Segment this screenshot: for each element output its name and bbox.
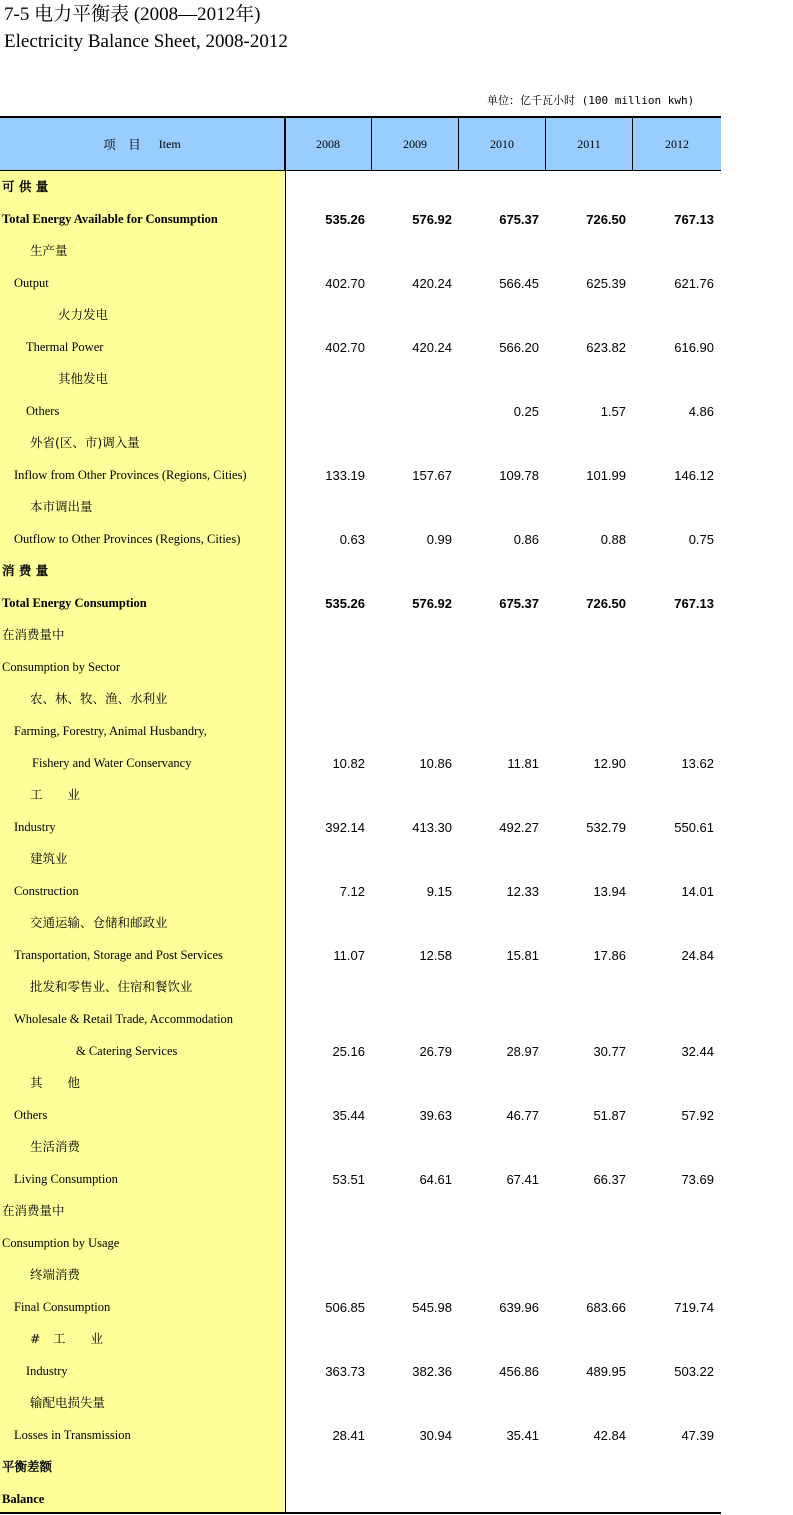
table-row [0,395,721,427]
row-label: 工 业 [30,787,81,802]
row-label: Living Consumption [14,1172,118,1186]
value-cell-2009: 420.24 [412,275,452,291]
table-row [0,1163,721,1195]
value-cell-2012: 719.74 [674,1299,714,1315]
row-label: Farming, Forestry, Animal Husbandry, [14,724,207,738]
header-year-2012: 2012 [665,136,689,151]
value-cell-2011: 0.88 [600,531,626,547]
table-row [0,1099,721,1131]
table-row [0,907,721,939]
table-row [0,1483,721,1515]
value-cell-2012: 146.12 [674,467,714,483]
value-cell-2011: 532.79 [586,819,626,835]
table-row [0,1387,721,1419]
value-cell-2012: 4.86 [688,403,714,419]
row-label: 外省(区、市)调入量 [30,435,140,450]
value-cell-2010: 566.20 [499,339,539,355]
header-year-2011: 2011 [546,118,633,170]
table-row [0,1451,721,1483]
value-cell-2011: 623.82 [586,339,626,355]
table-row [0,491,721,523]
value-cell-2011: 17.86 [593,947,626,963]
table-row [0,779,721,811]
row-label: Others [14,1108,48,1122]
row-label: 生产量 [30,243,68,258]
value-cell-2009: 9.15 [426,883,452,899]
value-cell-2011: 101.99 [586,467,626,483]
table-row [0,555,721,587]
row-label: 本市调出量 [30,499,93,514]
value-cell-2010: 67.41 [506,1171,539,1187]
row-label: Consumption by Usage [2,1236,120,1250]
value-cell-2011: 683.66 [586,1299,626,1315]
page-title-english: Electricity Balance Sheet, 2008-2012 [4,31,288,52]
row-label: Consumption by Sector [2,660,121,674]
value-cell-2011: 726.50 [586,211,626,227]
table-bottom-rule [0,1512,721,1514]
row-label: 在消费量中 [2,1203,65,1218]
table-row [0,1355,721,1387]
value-cell-2008: 535.26 [325,595,365,611]
row-label: 终端消费 [30,1267,81,1282]
value-cell-2008: 133.19 [325,467,365,483]
value-cell-2010: 492.27 [499,819,539,835]
table-header-row [0,118,721,171]
value-cell-2010: 46.77 [506,1107,539,1123]
row-label: Wholesale & Retail Trade, Accommodation [14,1012,234,1026]
row-label: Final Consumption [14,1300,111,1314]
row-label: Thermal Power [26,340,104,354]
table-row [0,619,721,651]
value-cell-2009: 26.79 [419,1043,452,1059]
value-cell-2011: 42.84 [593,1427,626,1443]
value-cell-2009: 576.92 [412,211,452,227]
value-cell-2011: 51.87 [593,1107,626,1123]
table-row [0,1323,721,1355]
value-cell-2011: 1.57 [600,403,626,419]
table-body [0,171,721,1515]
value-cell-2008: 402.70 [325,275,365,291]
row-label: Total Energy Available for Consumption [2,212,218,226]
value-cell-2012: 503.22 [674,1363,714,1379]
header-year-2008: 2008 [285,118,372,170]
table-row [0,523,721,555]
header-item-cell [0,118,285,170]
row-label: 生活消费 [30,1139,81,1154]
header-year-2009: 2009 [372,118,459,170]
row-label: Industry [26,1364,68,1378]
table-row [0,747,721,779]
value-cell-2010: 15.81 [506,947,539,963]
table-row [0,1291,721,1323]
table-row [0,203,721,235]
electricity-balance-table [0,116,721,1514]
value-cell-2011: 489.95 [586,1363,626,1379]
row-label: 其他发电 [58,371,109,386]
value-cell-2008: 35.44 [332,1107,365,1123]
value-cell-2010: 12.33 [506,883,539,899]
value-cell-2008: 11.07 [333,947,365,963]
row-label: Output [14,276,49,290]
page-title-chinese: 7-5 电力平衡表 (2008—2012年) [4,4,261,25]
row-label: 在消费量中 [2,627,65,642]
row-label: 可 供 量 [2,179,49,194]
row-label: Losses in Transmission [14,1428,131,1442]
table-row [0,1003,721,1035]
table-row [0,1067,721,1099]
header-year-2010: 2010 [459,118,546,170]
value-cell-2008: 10.82 [332,755,365,771]
row-label: Fishery and Water Conservancy [32,756,192,770]
value-cell-2009: 0.99 [426,531,452,547]
table-row [0,939,721,971]
table-row [0,235,721,267]
header-item-cn: 项 目 [103,137,141,152]
value-cell-2009: 10.86 [419,755,452,771]
value-cell-2012: 73.69 [681,1171,714,1187]
row-label: 平衡差额 [2,1459,53,1474]
value-cell-2012: 13.62 [681,755,714,771]
value-cell-2010: 639.96 [499,1299,539,1315]
value-cell-2012: 47.39 [681,1427,714,1443]
row-label: 批发和零售业、住宿和餐饮业 [30,979,193,994]
value-cell-2010: 675.37 [499,595,539,611]
table-row [0,683,721,715]
value-cell-2010: 0.86 [513,531,539,547]
value-cell-2009: 64.61 [419,1171,452,1187]
value-cell-2012: 57.92 [681,1107,714,1123]
table-row [0,715,721,747]
value-cell-2012: 24.84 [681,947,714,963]
value-cell-2010: 456.86 [499,1363,539,1379]
value-cell-2011: 12.90 [593,755,626,771]
table-row [0,363,721,395]
value-cell-2008: 53.51 [332,1171,365,1187]
table-row [0,459,721,491]
value-cell-2010: 675.37 [499,211,539,227]
label-column-divider [285,118,286,1514]
value-cell-2008: 7.12 [339,883,365,899]
value-cell-2008: 506.85 [325,1299,365,1315]
value-cell-2008: 28.41 [332,1427,365,1443]
value-cell-2008: 535.26 [325,211,365,227]
table-row [0,587,721,619]
value-cell-2010: 566.45 [499,275,539,291]
row-label: 建筑业 [30,851,68,866]
value-cell-2012: 767.13 [674,211,714,227]
row-label: 输配电损失量 [30,1395,106,1410]
table-row [0,1419,721,1451]
row-label: Balance [2,1492,45,1506]
table-row [0,651,721,683]
value-cell-2008: 25.16 [332,1043,365,1059]
value-cell-2012: 550.61 [674,819,714,835]
value-cell-2012: 32.44 [681,1043,714,1059]
row-label: Industry [14,820,56,834]
table-row [0,331,721,363]
row-label: Total Energy Consumption [2,596,147,610]
value-cell-2009: 420.24 [412,339,452,355]
table-row [0,1035,721,1067]
table-row [0,1131,721,1163]
value-cell-2009: 157.67 [412,467,452,483]
value-cell-2010: 109.78 [499,467,539,483]
value-cell-2010: 0.25 [513,403,539,419]
row-label: Outflow to Other Provinces (Regions, Cities) [14,532,241,546]
table-row [0,171,721,203]
row-label: Transportation, Storage and Post Services [14,948,223,962]
table-row [0,299,721,331]
row-label: & Catering Services [76,1044,178,1058]
row-label: 其 他 [30,1075,81,1090]
table-row [0,1227,721,1259]
value-cell-2008: 402.70 [325,339,365,355]
row-label: # 工 业 [30,1331,103,1346]
table-row [0,427,721,459]
value-cell-2010: 35.41 [506,1427,539,1443]
value-cell-2008: 392.14 [325,819,365,835]
value-cell-2009: 39.63 [419,1107,452,1123]
value-cell-2010: 11.81 [507,755,539,771]
value-cell-2008: 0.63 [339,531,365,547]
value-cell-2012: 621.76 [674,275,714,291]
value-cell-2010: 28.97 [506,1043,539,1059]
table-row [0,267,721,299]
value-cell-2009: 30.94 [419,1427,452,1443]
table-row [0,875,721,907]
unit-note: 单位：亿千瓦小时 (100 million kwh) [487,94,695,107]
row-label: Construction [14,884,79,898]
value-cell-2011: 625.39 [586,275,626,291]
value-cell-2012: 14.01 [681,883,714,899]
row-label: 农、林、牧、渔、水利业 [30,691,168,706]
row-label: Inflow from Other Provinces (Regions, Cities) [14,468,247,482]
row-label: 消 费 量 [2,563,49,578]
value-cell-2011: 13.94 [593,883,626,899]
header-item-en: Item [158,136,181,151]
value-cell-2009: 12.58 [419,947,452,963]
value-cell-2009: 545.98 [412,1299,452,1315]
value-cell-2009: 413.30 [412,819,452,835]
table-row [0,1259,721,1291]
value-cell-2009: 382.36 [412,1363,452,1379]
value-cell-2008: 363.73 [325,1363,365,1379]
value-cell-2012: 616.90 [674,339,714,355]
value-cell-2009: 576.92 [412,595,452,611]
value-cell-2011: 30.77 [593,1043,626,1059]
row-label: 交通运输、仓储和邮政业 [30,915,168,930]
table-row [0,971,721,1003]
row-label: Others [26,404,60,418]
table-row [0,1195,721,1227]
value-cell-2011: 726.50 [586,595,626,611]
value-cell-2012: 767.13 [674,595,714,611]
table-row [0,811,721,843]
value-cell-2011: 66.37 [593,1171,626,1187]
table-row [0,843,721,875]
row-label: 火力发电 [58,307,109,322]
value-cell-2012: 0.75 [688,531,714,547]
